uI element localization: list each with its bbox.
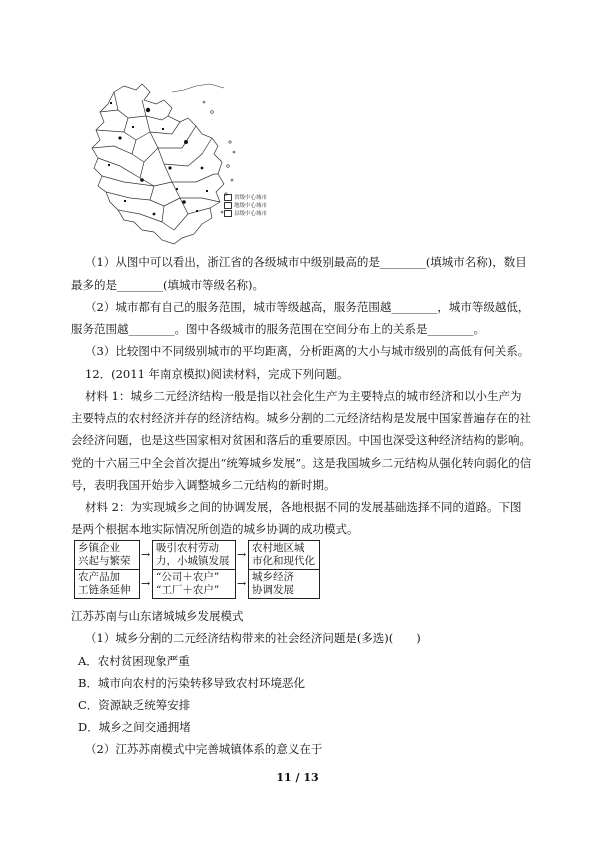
legend-item: 县级中心城市 [224, 210, 267, 218]
q11-part3: （3）比较图中不同级别城市的平均距离，分析距离的大小与城市级别的高低有何关系。 [85, 344, 530, 358]
diagram-caption: 江苏苏南与山东诸城城乡发展模式 [71, 609, 244, 623]
option-c: C．资源缺乏统筹安排 [78, 698, 191, 712]
map-legend [224, 194, 267, 218]
legend-item: 地级中心城市 [224, 202, 267, 210]
flow-box: 吸引农村劳动 力，小城镇发展 [152, 540, 236, 570]
material1-line: 号，表明我国开始步入调整城乡二元结构的新时期。 [71, 478, 336, 492]
q12-part2: （2）江苏苏南模式中完善城镇体系的意义在于 [85, 742, 323, 756]
option-a: A．农村贫困现象严重 [78, 654, 190, 668]
flow-box: 农村地区城 市化和现代化 [248, 540, 320, 570]
q11-part1-line2: 最多的是________(填城市等级名称)。 [71, 278, 264, 292]
q11-part2-line1: （2）城市都有自己的服务范围，城市等级越高，服务范围越________，城市等级越低， [85, 300, 530, 314]
arrow-right-icon: → [237, 577, 247, 590]
material2-line: 材料 2：为实现城乡之间的协调发展，各地根据不同的发展基础选择不同的道路。下图 [85, 500, 522, 514]
legend-item: 省级中心城市 [224, 194, 267, 202]
flow-box: “公司＋农户” “工厂＋农户” [152, 569, 236, 599]
option-b: B．城市向农村的污染转移导致农村环境恶化 [78, 676, 305, 690]
material1-line: 材料 1：城乡二元经济结构一般是指以社会化生产为主要特点的城市经济和以小生产为 [85, 389, 522, 403]
flow-box: 农产品加 工链条延伸 [74, 569, 140, 599]
flow-box: 城乡经济 协调发展 [248, 569, 320, 599]
material1-line: 党的十六届三中全会首次提出“统筹城乡发展”。这是我国城乡二元结构从强化转向弱化的信 [71, 456, 532, 470]
arrow-right-icon: → [141, 577, 151, 590]
flow-box: 乡镇企业 兴起与繁荣 [74, 540, 140, 570]
legend-square-icon [224, 202, 232, 209]
arrow-right-icon: → [141, 548, 151, 561]
zhejiang-city-map [84, 82, 274, 250]
q11-part2-line2: 服务范围越________。图中各级城市的服务范围在空间分布上的关系是________。 [71, 322, 485, 336]
material2-line: 是两个根据本地实际情况所创造的城乡协调的成功模式。 [71, 522, 359, 536]
page-number: 11 / 13 [276, 771, 319, 784]
map-drawing [84, 82, 274, 250]
q12-part1: （1）城乡分割的二元经济结构带来的社会经济问题是(多选)( ) [85, 631, 421, 645]
legend-square-icon [224, 210, 232, 217]
material1-line: 会经济问题，也是这些国家相对贫困和落后的重要原因。中国也深受这种经济结构的影响。 [71, 433, 531, 447]
material1-line: 主要特点的农村经济并存的经济结构。城乡分割的二元经济结构是发展中国家普遍存在的社 [71, 411, 531, 425]
option-d: D．城乡之间交通拥堵 [78, 720, 191, 734]
q11-part1-line1: （1）从图中可以看出，浙江省的各级城市中级别最高的是________(填城市名称)，数目 [85, 255, 527, 269]
legend-square-icon [224, 194, 232, 201]
arrow-right-icon: → [237, 548, 247, 561]
q12-intro: 12．(2011 年南京模拟)阅读材料，完成下列问题。 [85, 367, 349, 381]
